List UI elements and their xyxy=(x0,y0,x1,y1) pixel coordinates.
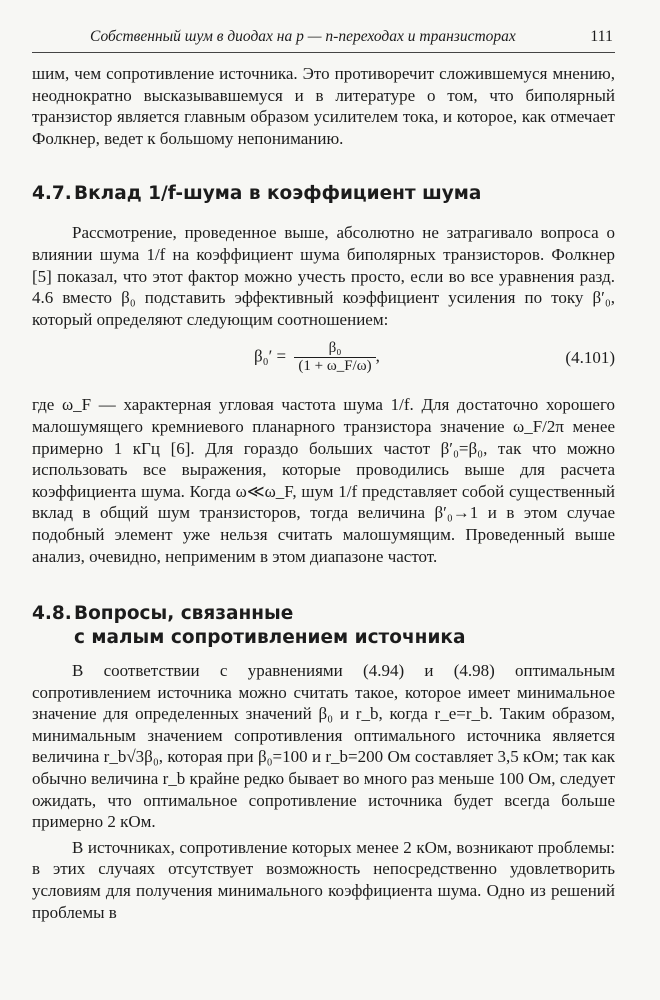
section-4-7-heading xyxy=(32,182,615,206)
section-4-7-paragraph-2: где ω_F — характерная угловая частота шума 1/f. Для достаточно хорошего малошумящего кремниевого планарного транзистора значение ω_F/2π менее примерно 1 кГц [6]. Для гораздо больших частот β′₀=β₀, так что можно использовать все выражения, которые проводились выше для расчета коэффициента шума. Когда ω≪ω_F, шум 1/f представляет собой существенный вклад в общий шум транзисторов, тогда величина β′₀→1 и в этом случае подобный элемент уже нельзя считать малошумящим. Проведенный выше анализ, очевидно, неприменим в этом диапазоне частот. xyxy=(32,395,615,566)
equation-4-101 xyxy=(32,336,615,390)
equation-trail: , xyxy=(375,346,380,366)
section-title: Вклад 1/f-шума в коэффициент шума xyxy=(74,183,482,205)
section-title-line-1: Вопросы, связанные xyxy=(74,603,294,625)
equation-fraction xyxy=(294,340,375,375)
equation-number: (4.101) xyxy=(565,348,615,368)
section-4-8-heading xyxy=(32,602,615,650)
equation-expression xyxy=(254,340,380,375)
equation-numerator: β₀ xyxy=(294,340,375,358)
equation-denominator: (1 + ω_F/ω) xyxy=(298,358,372,375)
section-title-line-2: с малым сопротивлением источника xyxy=(74,627,466,649)
section-number: 4.7. xyxy=(32,183,72,205)
section-number: 4.8. xyxy=(32,603,72,625)
section-4-7-paragraph-1: Рассмотрение, проведенное выше, абсолютно не затрагивало вопроса о влиянии шума 1/f на коэффициент шума биполярных транзисторов. Фолкнер [5] показал, что этот фактор можно учесть просто, если во все уравнения разд. 4.6 вместо β₀ подставить эффективный коэффициент усиления по току β′₀, который определяют следующим соотношением: xyxy=(32,223,615,329)
intro-paragraph: шим, чем сопротивление источника. Это противоречит сложившемуся мнению, неоднократно высказывавшемуся и в литературе о том, что биполярный транзистор является главным образом усилителем тока, и которое, как отмечает Фолкнер, ведет к большому непониманию. xyxy=(32,64,615,148)
book-page xyxy=(32,28,615,923)
section-4-8-paragraph-1: В соответствии с уравнениями (4.94) и (4.98) оптимальным сопротивлением источника можно считать такое, которое имеет минимальное значение для определенных значений β₀ и r_b, когда r_e=r_b. Таким образом, минимальным значением сопротивления оптимального источника является величина r_b√3β₀, которая при β₀=100 и r_b=200 Ом составляет 3,5 кОм; так как обычно величина r_b крайне редко бывает во много раз меньше 100 Ом, следует ожидать, что оптимальное сопротивление источника будет всегда больше примерно 2 кОм. xyxy=(32,661,615,832)
page-number: 111 xyxy=(590,28,613,45)
running-header xyxy=(32,28,615,53)
section-4-8-paragraph-2: В источниках, сопротивление которых менее 2 кОм, возникают проблемы: в этих случаях отсутствует возможность непосредственно удовлетворить условиям для получения минимального коэффициента шума. Одно из решений проблемы в xyxy=(32,837,615,922)
equation-lhs: β₀′ = xyxy=(254,346,287,366)
running-title: Собственный шум в диодах на p — n-переходах и транзисторах xyxy=(90,28,516,45)
